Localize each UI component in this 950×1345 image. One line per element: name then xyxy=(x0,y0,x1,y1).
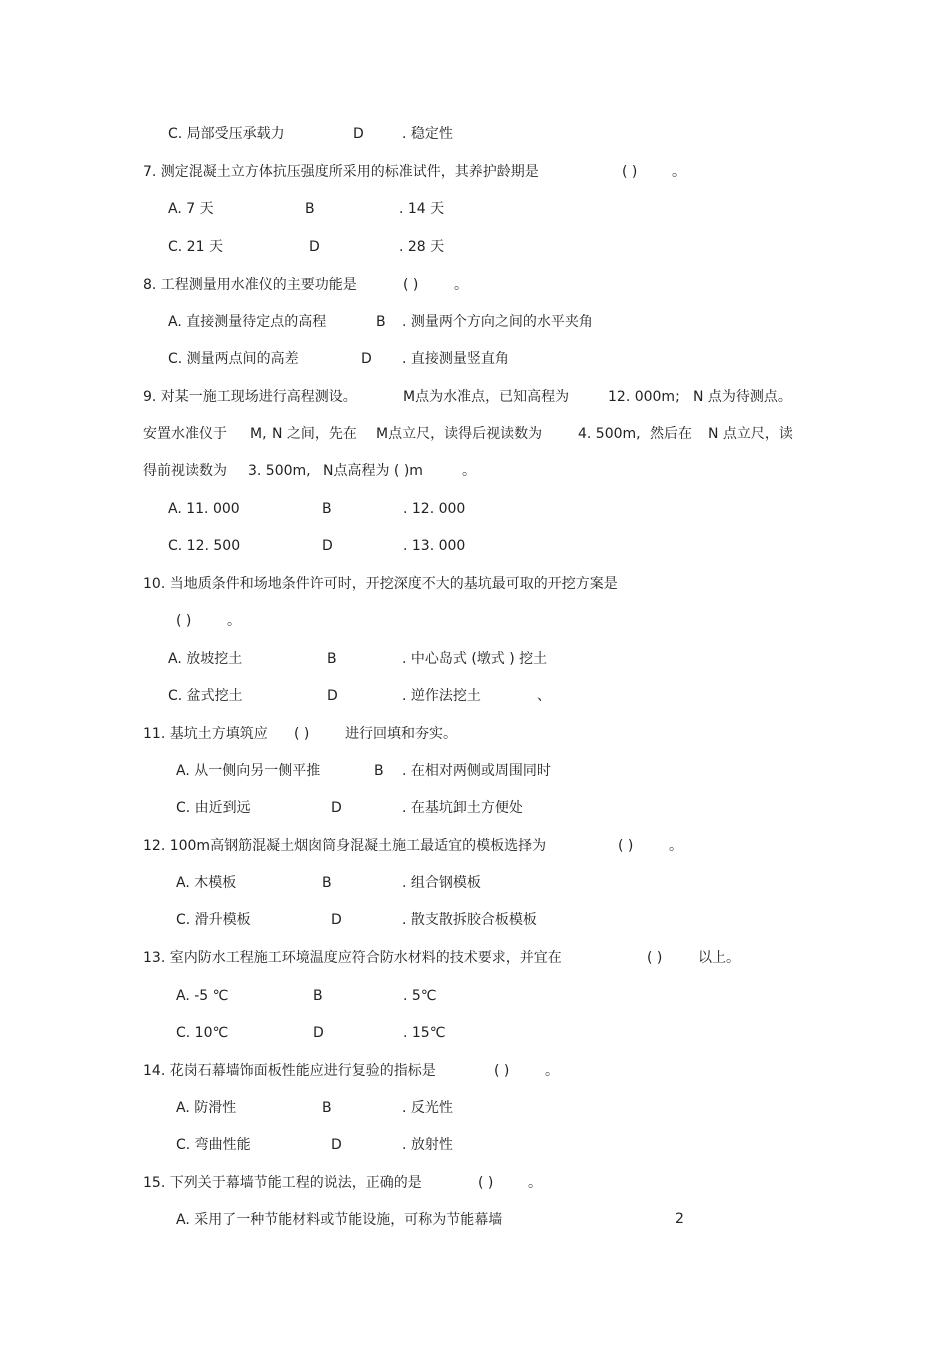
answer-blank: ( ) xyxy=(294,726,310,742)
question-9-text: 12. 000m; xyxy=(608,389,680,405)
punctuation: 。 xyxy=(669,838,683,854)
answer-blank: ( ) xyxy=(622,164,638,180)
option-b-text: . 12. 000 xyxy=(403,501,466,517)
option-d-letter: D xyxy=(331,1137,342,1153)
punctuation: 。 xyxy=(227,613,241,629)
question-9-text: N 点立尺，读 xyxy=(708,426,793,442)
option-a: A. -5 ℃ xyxy=(176,988,229,1004)
option-b-text: . 在相对两侧或周围同时 xyxy=(402,763,551,779)
option-b-text: . 5℃ xyxy=(403,988,437,1004)
option-a: A. 防滑性 xyxy=(176,1100,237,1116)
option-d-text: . 逆作法挖土 xyxy=(402,688,481,704)
option-b-text: . 测量两个方向之间的水平夹角 xyxy=(402,314,593,330)
option-d-letter: D xyxy=(331,912,342,928)
option-d-text: . 散支散拆胶合板模板 xyxy=(402,912,537,928)
question-9-text: M点立尺，读得后视读数为 xyxy=(376,426,543,442)
option-d-text: . 在基坑卸土方便处 xyxy=(402,800,523,816)
question-11: 11. 基坑土方填筑应 xyxy=(143,726,268,742)
option-b-letter: B xyxy=(374,763,384,779)
option-c: C. 21 天 xyxy=(168,239,223,255)
question-9-text: M, xyxy=(250,426,267,442)
question-12: 12. 100m高钢筋混凝土烟囱筒身混凝土施工最适宜的模板选择为 xyxy=(143,838,547,854)
option-a: A. 木模板 xyxy=(176,875,237,891)
answer-blank: ( ) xyxy=(478,1175,494,1191)
option-d-text: . 28 天 xyxy=(399,239,445,255)
question-13-text: 以上。 xyxy=(698,950,740,966)
question-9: 9. 对某一施工现场进行高程测设。 xyxy=(143,389,357,405)
option-d-text: . 13. 000 xyxy=(403,538,466,554)
option-d-text: . 稳定性 xyxy=(402,126,453,142)
question-9-text: N 之间，先在 xyxy=(272,426,357,442)
option-a: A. 采用了一种节能材料或节能设施，可称为节能幕墙 xyxy=(176,1212,503,1228)
option-b-letter: B xyxy=(327,651,337,667)
question-9-text: 然后在 xyxy=(650,426,692,442)
option-c: C. 盆式挖土 xyxy=(168,688,243,704)
option-c: C. 局部受压承载力 xyxy=(168,126,285,142)
option-b-letter: B xyxy=(322,1100,332,1116)
option-a: A. 11. 000 xyxy=(168,501,240,517)
option-c: C. 10℃ xyxy=(176,1025,229,1041)
question-9-text: 4. 500m, xyxy=(578,426,641,442)
question-14: 14. 花岗石幕墙饰面板性能应进行复验的指标是 xyxy=(143,1063,436,1079)
option-d-letter: D xyxy=(331,800,342,816)
answer-blank: ( ) xyxy=(176,613,192,629)
page-number: 2 xyxy=(675,1211,684,1227)
option-b-letter: B xyxy=(376,314,386,330)
question-13: 13. 室内防水工程施工环境温度应符合防水材料的技术要求，并宜在 xyxy=(143,950,562,966)
question-9-text: 3. 500m, xyxy=(248,463,311,479)
option-c: C. 由近到远 xyxy=(176,800,251,816)
answer-blank: ( ) xyxy=(403,277,419,293)
option-b-letter: B xyxy=(313,988,323,1004)
option-d-letter: D xyxy=(327,688,338,704)
option-a: A. 放坡挖土 xyxy=(168,651,243,667)
option-b-text: . 中心岛式 (墩式 ) 挖土 xyxy=(402,651,548,667)
option-d-letter: D xyxy=(313,1025,324,1041)
question-10: 10. 当地质条件和场地条件许可时，开挖深度不大的基坑最可取的开挖方案是 xyxy=(143,576,618,592)
option-b-letter: B xyxy=(322,875,332,891)
option-d-letter: D xyxy=(353,126,364,142)
question-15: 15. 下列关于幕墙节能工程的说法，正确的是 xyxy=(143,1175,422,1191)
option-c: C. 滑升模板 xyxy=(176,912,251,928)
question-9-text: 得前视读数为 xyxy=(143,463,227,479)
question-11-text: 进行回填和夯实。 xyxy=(345,726,457,742)
punctuation: 。 xyxy=(672,164,686,180)
answer-blank: ( ) xyxy=(647,950,663,966)
question-9-text: N点高程为 ( )m xyxy=(323,463,423,479)
option-a: A. 直接测量待定点的高程 xyxy=(168,314,327,330)
option-b-text: . 反光性 xyxy=(402,1100,453,1116)
punctuation: 。 xyxy=(454,277,468,293)
option-a: A. 从一侧向另一侧平推 xyxy=(176,763,321,779)
punctuation: 。 xyxy=(545,1063,559,1079)
option-b-text: . 组合钢模板 xyxy=(402,875,481,891)
option-d-letter: D xyxy=(361,351,372,367)
answer-blank: ( ) xyxy=(618,838,634,854)
option-a: A. 7 天 xyxy=(168,201,214,217)
punctuation: 、 xyxy=(537,688,551,704)
option-d-letter: D xyxy=(322,538,333,554)
question-8: 8. 工程测量用水准仪的主要功能是 xyxy=(143,277,357,293)
option-c: C. 测量两点间的高差 xyxy=(168,351,299,367)
question-9-text: 安置水准仪于 xyxy=(143,426,227,442)
question-9-text: N 点为待测点。 xyxy=(693,389,792,405)
option-b-letter: B xyxy=(305,201,315,217)
option-d-text: . 直接测量竖直角 xyxy=(402,351,509,367)
option-d-letter: D xyxy=(309,239,320,255)
question-9-text: M点为水准点，已知高程为 xyxy=(403,389,570,405)
answer-blank: ( ) xyxy=(494,1063,510,1079)
option-c: C. 弯曲性能 xyxy=(176,1137,251,1153)
option-b-text: . 14 天 xyxy=(399,201,445,217)
option-c: C. 12. 500 xyxy=(168,538,241,554)
punctuation: 。 xyxy=(528,1175,542,1191)
question-7: 7. 测定混凝土立方体抗压强度所采用的标准试件，其养护龄期是 xyxy=(143,164,539,180)
punctuation: 。 xyxy=(462,463,476,479)
option-b-letter: B xyxy=(322,501,332,517)
option-d-text: . 放射性 xyxy=(402,1137,453,1153)
option-d-text: . 15℃ xyxy=(403,1025,446,1041)
